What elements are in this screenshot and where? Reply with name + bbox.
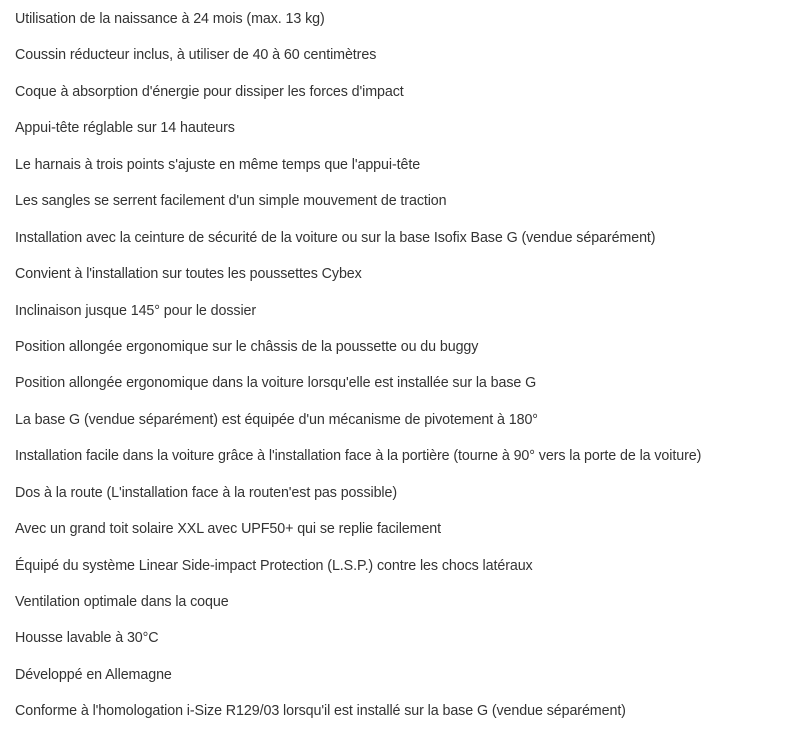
list-item: Les sangles se serrent facilement d'un simple mouvement de traction bbox=[15, 193, 447, 210]
list-item: Équipé du système Linear Side-impact Protection (L.S.P.) contre les chocs latéraux bbox=[15, 557, 533, 574]
list-item: Installation avec la ceinture de sécurité de la voiture ou sur la base Isofix Base G (vendue séparément) bbox=[15, 229, 656, 246]
feature-list bbox=[15, 9, 796, 738]
list-item: Ventilation optimale dans la coque bbox=[15, 594, 229, 610]
list-item: La base G (vendue séparément) est équipée d'un mécanisme de pivotement à 180° bbox=[15, 411, 538, 428]
list-item: Conforme à l'homologation i-Size R129/03 lorsqu'il est installé sur la base G (vendue séparément) bbox=[15, 703, 626, 720]
list-item: Housse lavable à 30°C bbox=[15, 630, 159, 647]
list-item: Utilisation de la naissance à 24 mois (max. 13 kg) bbox=[15, 11, 325, 27]
list-item: Convient à l'installation sur toutes les poussettes Cybex bbox=[15, 266, 362, 283]
list-item: Dos à la route (L'installation face à la routen'est pas possible) bbox=[15, 484, 398, 501]
list-item: Appui-tête réglable sur 14 hauteurs bbox=[15, 120, 235, 137]
list-item: Le harnais à trois points s'ajuste en même temps que l'appui-tête bbox=[15, 156, 421, 173]
list-item: Position allongée ergonomique dans la voiture lorsqu'elle est installée sur la base G bbox=[15, 375, 537, 392]
list-item: Installation facile dans la voiture grâce à l'installation face à la portière (tourne à 90° vers la porte de la voiture) bbox=[15, 448, 702, 465]
list-item: Coussin réducteur inclus, à utiliser de 40 à 60 centimètres bbox=[15, 47, 377, 64]
list-item: Inclinaison jusque 145° pour le dossier bbox=[15, 302, 257, 319]
list-item: Coque à absorption d'énergie pour dissiper les forces d'impact bbox=[15, 83, 404, 100]
list-item: Développé en Allemagne bbox=[15, 666, 172, 683]
list-item: Position allongée ergonomique sur le châssis de la poussette ou du buggy bbox=[15, 338, 479, 355]
list-item: Avec un grand toit solaire XXL avec UPF50+ qui se replie facilement bbox=[15, 521, 442, 538]
